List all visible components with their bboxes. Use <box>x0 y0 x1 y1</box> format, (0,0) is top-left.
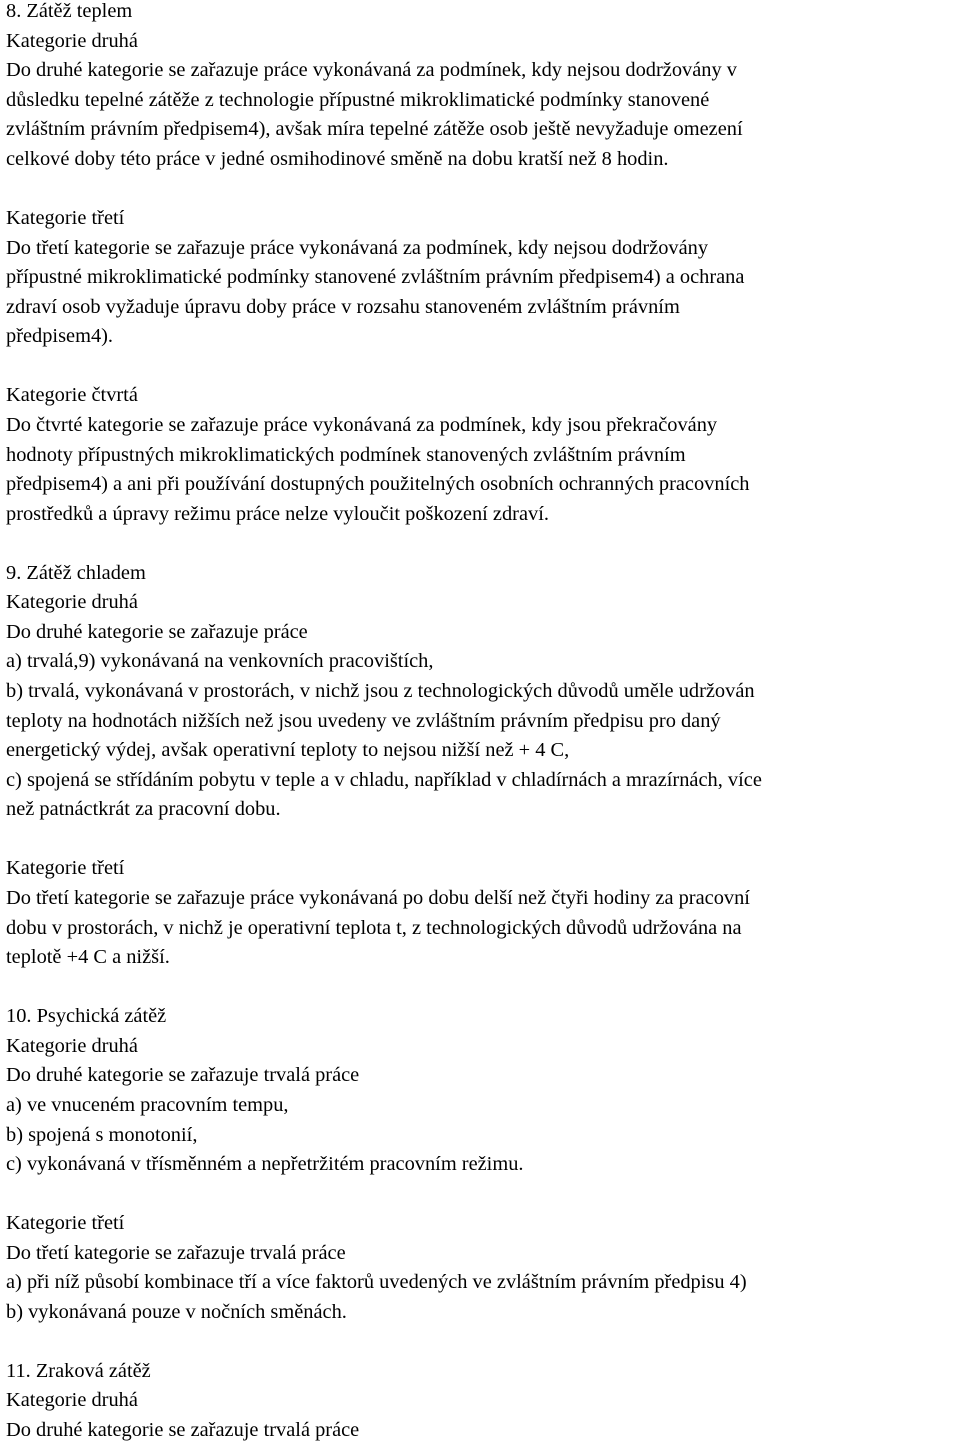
paragraph-line: Do třetí kategorie se zařazuje trvalá práce <box>6 1241 346 1264</box>
paragraph-line: celkové doby této práce v jedné osmihodinové směně na dobu kratší než 8 hodin. <box>6 147 669 170</box>
paragraph-line: Do druhé kategorie se zařazuje práce vykonávaná za podmínek, kdy nejsou dodržovány v <box>6 59 737 82</box>
paragraph-line: b) spojená s monotonií, <box>6 1123 198 1146</box>
section-heading: 10. Psychická zátěž <box>6 1005 167 1028</box>
paragraph-line: c) vykonávaná v třísměnném a nepřetržitém pracovním režimu. <box>6 1153 524 1176</box>
paragraph-line: přípustné mikroklimatické podmínky stanovené zvláštním právním předpisem4) a ochrana <box>6 266 745 289</box>
paragraph-line: Do třetí kategorie se zařazuje práce vykonávaná za podmínek, kdy nejsou dodržovány <box>6 236 709 259</box>
paragraph-spacer <box>6 529 958 558</box>
paragraph-line: Do druhé kategorie se zařazuje trvalá práce <box>6 1419 360 1442</box>
paragraph-line: teplotě +4 C a nižší. <box>6 946 170 969</box>
section-heading: 9. Zátěž chladem <box>6 561 146 584</box>
paragraph-line: b) vykonávaná pouze v nočních směnách. <box>6 1300 347 1323</box>
paragraph-line: zvláštním právním předpisem4), avšak míra tepelné zátěže osob ještě nevyžaduje omezení <box>6 118 743 141</box>
paragraph-spacer <box>6 825 958 854</box>
paragraph-line: Do čtvrté kategorie se zařazuje práce vykonávaná za podmínek, kdy jsou překračovány <box>6 413 718 436</box>
paragraph-spacer <box>6 1180 958 1209</box>
paragraph-line: a) trvalá,9) vykonávaná na venkovních pracovištích, <box>6 650 434 673</box>
paragraph-spacer <box>6 352 958 381</box>
category-heading: Kategorie třetí <box>6 1212 125 1235</box>
paragraph-line: energetický výdej, avšak operativní teploty to nejsou nižší než + 4 C, <box>6 739 570 762</box>
category-heading: Kategorie druhá <box>6 1034 138 1057</box>
paragraph-spacer <box>6 973 958 1002</box>
paragraph-line: než patnáctkrát za pracovní dobu. <box>6 798 281 821</box>
paragraph-line: důsledku tepelné zátěže z technologie přípustné mikroklimatické podmínky stanovené <box>6 88 710 111</box>
category-heading: Kategorie druhá <box>6 591 138 614</box>
paragraph-line: zdraví osob vyžaduje úpravu doby práce v rozsahu stanoveném zvláštním právním <box>6 295 680 318</box>
category-heading: Kategorie druhá <box>6 29 138 52</box>
paragraph-line: c) spojená se střídáním pobytu v teple a v chladu, například v chladírnách a mrazírnách, více <box>6 768 762 791</box>
paragraph-line: Do třetí kategorie se zařazuje práce vykonávaná po dobu delší než čtyři hodiny za pracovní <box>6 887 750 909</box>
paragraph-line: prostředků a úpravy režimu práce nelze vyloučit poškození zdraví. <box>6 502 549 525</box>
section-heading: 11. Zraková zátěž <box>6 1359 151 1382</box>
paragraph-spacer <box>6 175 958 204</box>
category-heading: Kategorie třetí <box>6 857 125 880</box>
document-page <box>6 0 958 1446</box>
paragraph-spacer <box>6 1328 958 1357</box>
paragraph-line: Do druhé kategorie se zařazuje práce <box>6 620 308 643</box>
section-heading: 8. Zátěž teplem <box>6 0 133 22</box>
paragraph-line: hodnoty přípustných mikroklimatických podmínek stanovených zvláštním právním <box>6 443 686 466</box>
paragraph-line: předpisem4). <box>6 325 114 348</box>
paragraph-line: předpisem4) a ani při používání dostupných použitelných osobních ochranných pracovních <box>6 473 750 496</box>
paragraph-line: Do druhé kategorie se zařazuje trvalá práce <box>6 1064 360 1087</box>
category-heading: Kategorie třetí <box>6 206 125 229</box>
paragraph-line: b) trvalá, vykonávaná v prostorách, v nichž jsou z technologických důvodů uměle udržován <box>6 680 755 703</box>
paragraph-line: teploty na hodnotách nižších než jsou uvedeny ve zvláštním právním předpisu pro daný <box>6 709 721 732</box>
category-heading: Kategorie druhá <box>6 1389 138 1412</box>
category-heading: Kategorie čtvrtá <box>6 384 138 407</box>
paragraph-line: a) při níž působí kombinace tří a více faktorů uvedených ve zvláštním právním předpisu 4) <box>6 1271 747 1294</box>
paragraph-line: dobu v prostorách, v nichž je operativní teplota t, z technologických důvodů udržována na <box>6 916 742 939</box>
paragraph-line: a) ve vnuceném pracovním tempu, <box>6 1093 289 1116</box>
